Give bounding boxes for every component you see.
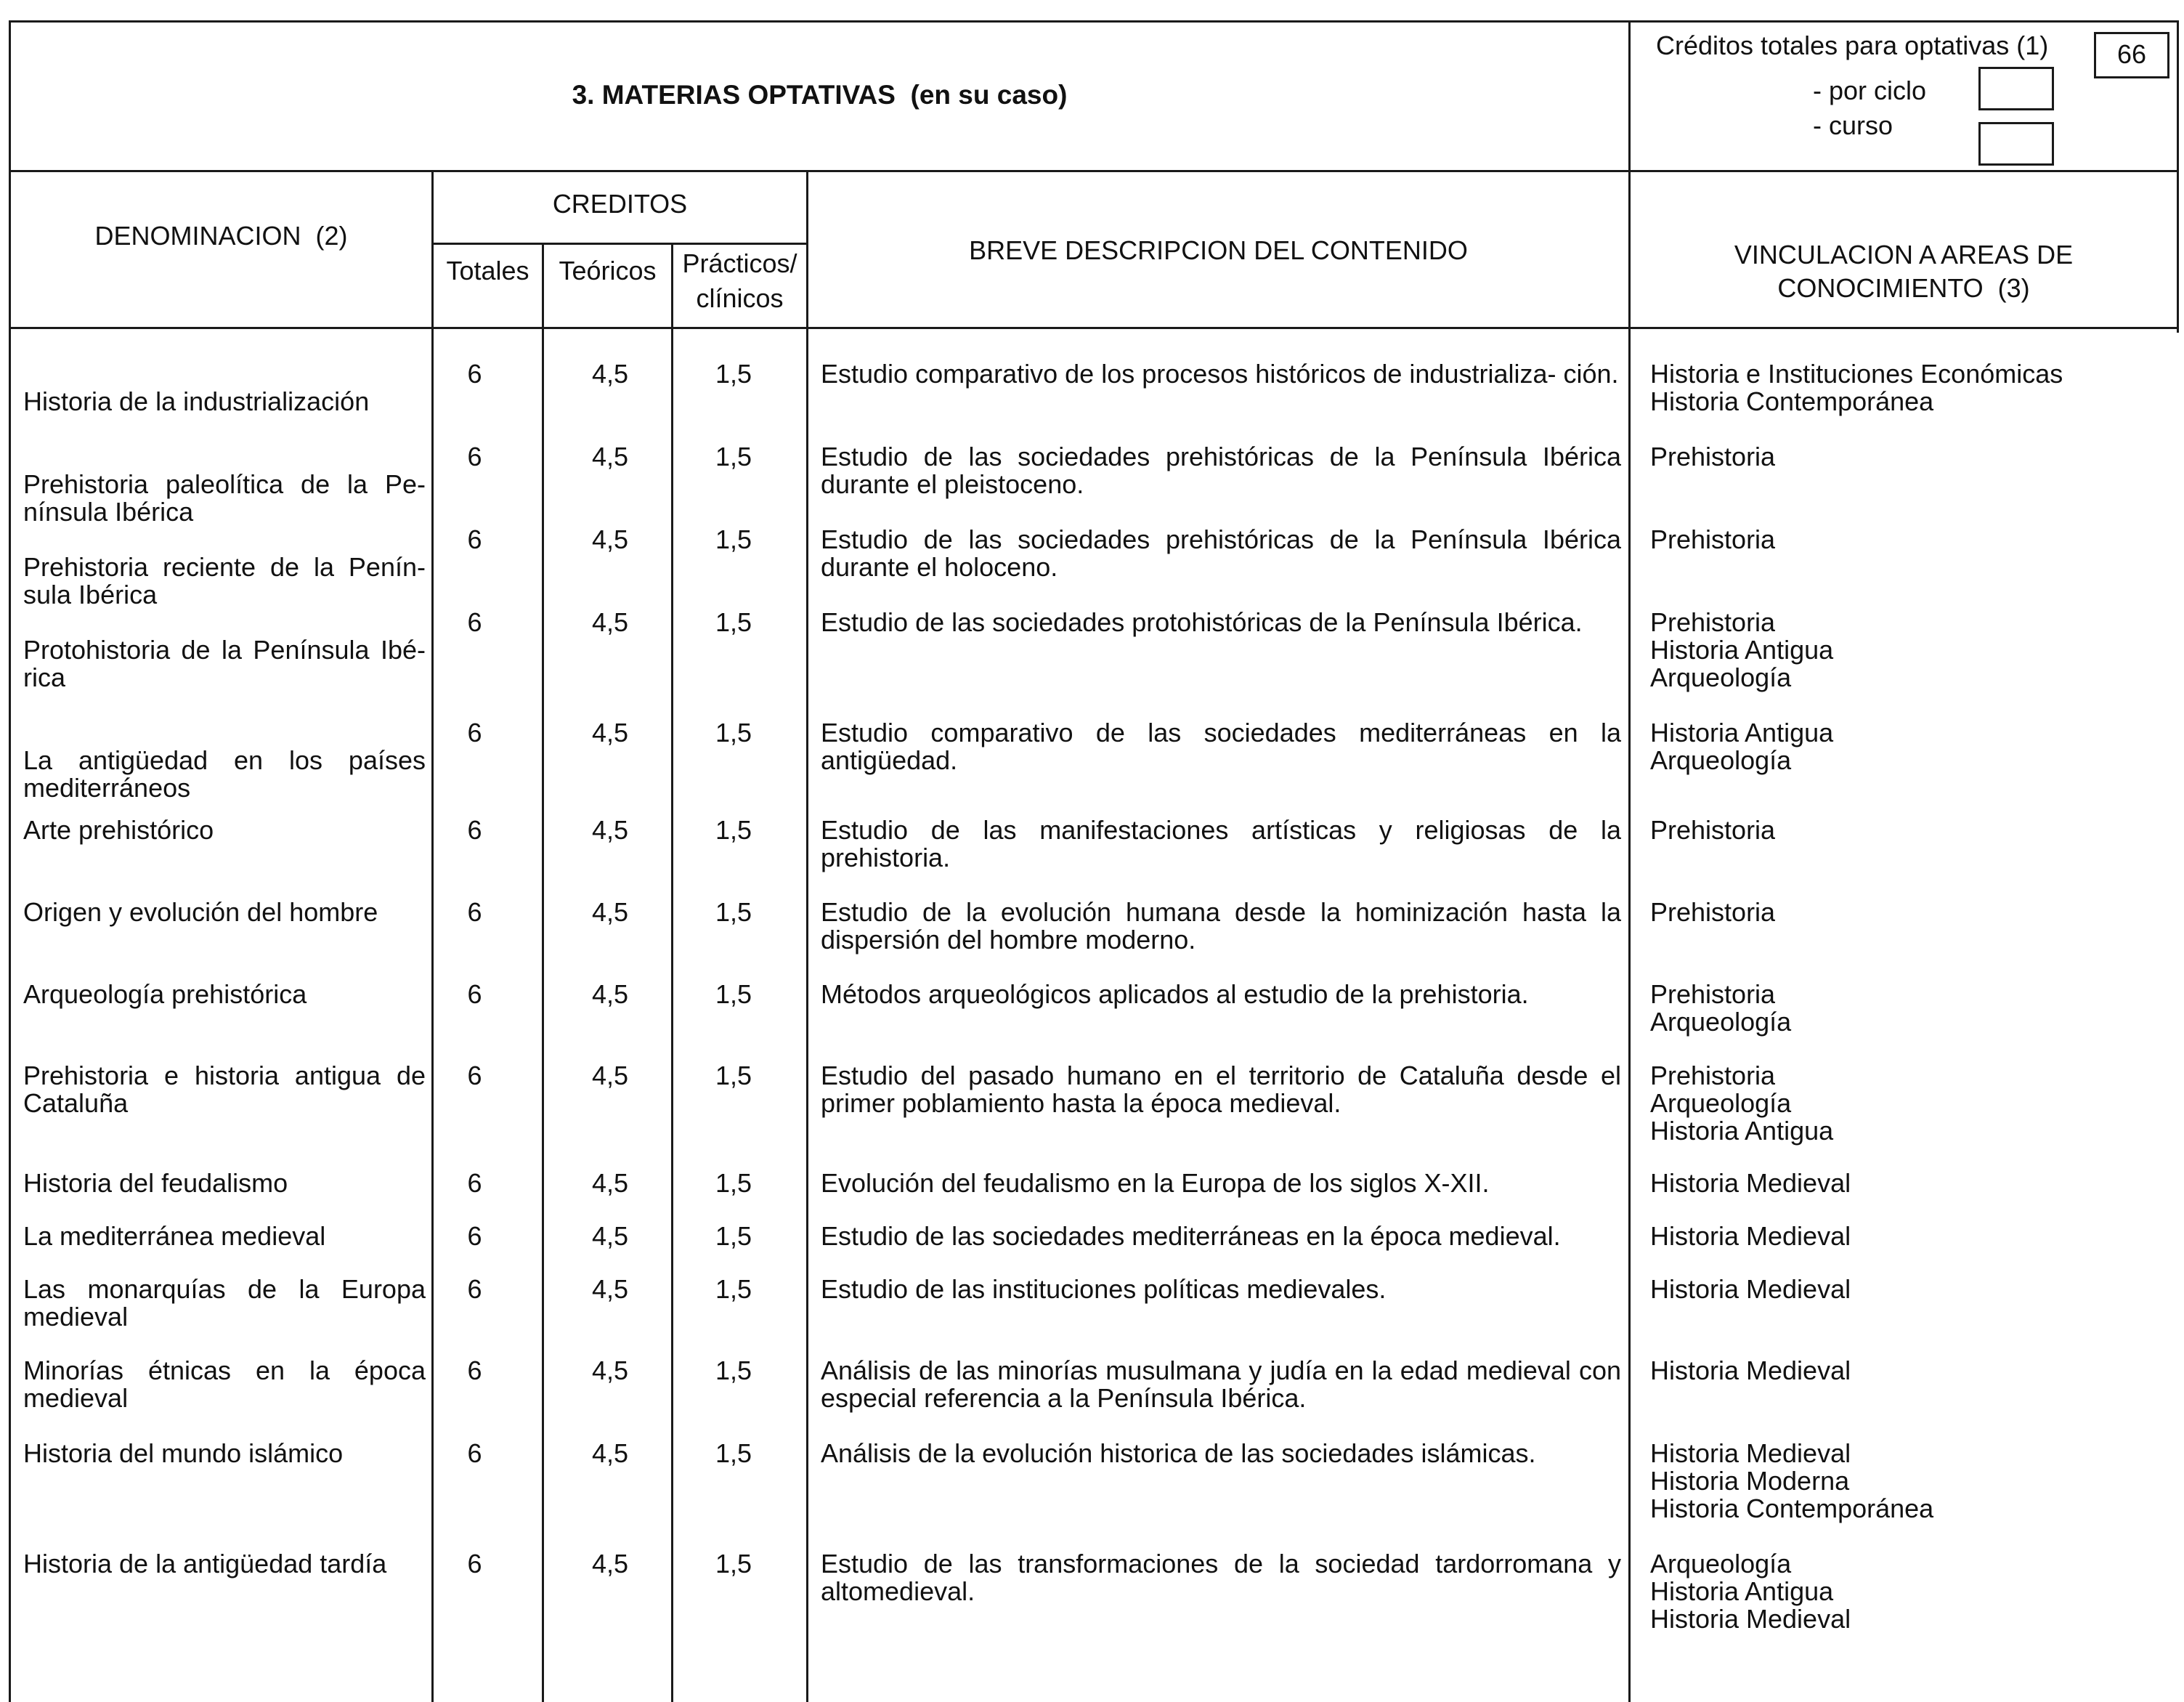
knowledge-area: Prehistoria (1650, 524, 1776, 554)
knowledge-area: Historia Contemporánea (1650, 386, 1934, 416)
credits-practicos: 1,5 (715, 1438, 752, 1468)
credits-teoricos: 4,5 (591, 815, 629, 845)
course-description: Estudio del pasado humano en el territorio de Cataluña desde el primer poblamiento hasta la época medieval. (821, 1061, 1621, 1118)
header-vinculacion-2: CONOCIMIENTO (3) (1777, 273, 2030, 303)
curso-box (1978, 122, 2054, 166)
course-description: Estudio de las sociedades prehistóricas de la Península Ibérica durante el holoceno. (821, 524, 1621, 582)
knowledge-area: Historia Medieval (1650, 1168, 1851, 1198)
course-name: Historia de la industrialización (23, 386, 370, 416)
header-teoricos: Teóricos (559, 256, 657, 285)
credits-practicos: 1,5 (715, 1355, 752, 1385)
course-name: Historia del mundo islámico (23, 1438, 344, 1468)
course-description: Estudio comparativo de los procesos históricos de industrializa- ción. (821, 359, 1619, 389)
por-ciclo-box (1978, 67, 2054, 110)
credits-practicos: 1,5 (715, 359, 752, 389)
course-name: La antigüedad en los países mediterráneos (23, 745, 426, 803)
header-denominacion: DENOMINACION (2) (94, 221, 348, 251)
credits-totales: 6 (467, 442, 482, 471)
knowledge-area: Historia Medieval (1650, 1438, 1851, 1468)
right-border (2177, 20, 2179, 333)
knowledge-area: Prehistoria (1650, 607, 1776, 637)
credits-teoricos: 4,5 (591, 1438, 629, 1468)
course-name: Prehistoria e historia antigua de Cataluña (23, 1061, 426, 1118)
course-description: Estudio comparativo de las sociedades mediterráneas en la antigüedad. (821, 718, 1621, 775)
knowledge-area: Historia Contemporánea (1650, 1494, 1934, 1523)
knowledge-area: Prehistoria (1650, 897, 1776, 927)
course-description: Estudio de las sociedades prehistóricas de la Península Ibérica durante el pleistoceno. (821, 442, 1621, 499)
course-description: Estudio de las manifestaciones artísticas y religiosas de la prehistoria. (821, 815, 1621, 872)
col-divider-practicos (806, 170, 808, 1702)
credits-total-value: 66 (2116, 39, 2147, 69)
credits-practicos: 1,5 (715, 524, 752, 554)
credits-teoricos: 4,5 (591, 979, 629, 1009)
credits-teoricos: 4,5 (591, 897, 629, 927)
course-name: Prehistoria paleolítica de la Pe- nínsula Ibérica (23, 469, 426, 527)
credits-teoricos: 4,5 (591, 607, 629, 637)
credits-practicos: 1,5 (715, 1221, 752, 1251)
credits-totales: 6 (467, 1168, 482, 1198)
column-header-bottom-border (9, 327, 2179, 329)
course-name: Arte prehistórico (23, 815, 214, 845)
credits-practicos: 1,5 (715, 1274, 752, 1304)
knowledge-area: Historia Medieval (1650, 1221, 1851, 1251)
credits-total-label: Créditos totales para optativas (1) (1656, 31, 2049, 60)
credits-teoricos: 4,5 (591, 359, 629, 389)
top-border (9, 20, 2179, 23)
knowledge-area: Prehistoria (1650, 815, 1776, 845)
creditos-subheader-line (431, 243, 806, 245)
credits-teoricos: 4,5 (591, 1221, 629, 1251)
credits-totales: 6 (467, 1061, 482, 1090)
course-name: Arqueología prehistórica (23, 979, 307, 1009)
knowledge-area: Arqueología (1650, 745, 1792, 775)
course-description: Estudio de las sociedades mediterráneas en la época medieval. (821, 1221, 1561, 1251)
credits-totales: 6 (467, 607, 482, 637)
credits-teoricos: 4,5 (591, 1549, 629, 1579)
course-name: Historia de la antigüedad tardía (23, 1549, 387, 1579)
knowledge-area: Historia Medieval (1650, 1355, 1851, 1385)
knowledge-area: Prehistoria (1650, 442, 1776, 471)
course-name: Protohistoria de la Península Ibé- rica (23, 635, 426, 692)
credits-practicos: 1,5 (715, 1549, 752, 1579)
credits-totales: 6 (467, 1355, 482, 1385)
knowledge-area: Arqueología (1650, 662, 1792, 692)
credits-totales: 6 (467, 897, 482, 927)
credits-practicos: 1,5 (715, 1168, 752, 1198)
knowledge-area: Historia Medieval (1650, 1604, 1851, 1634)
header-creditos: CREDITOS (552, 189, 688, 219)
header-practicos-1: Prácticos/ (682, 248, 797, 278)
header-practicos-2: clínicos (696, 283, 784, 313)
credits-totales: 6 (467, 1221, 482, 1251)
knowledge-area: Historia Moderna (1650, 1466, 1850, 1496)
credits-teoricos: 4,5 (591, 718, 629, 747)
section-title: 3. MATERIAS OPTATIVAS (en su caso) (572, 80, 1068, 110)
knowledge-area: Historia Antigua (1650, 635, 1834, 665)
credits-practicos: 1,5 (715, 607, 752, 637)
credits-totales: 6 (467, 1438, 482, 1468)
course-description: Análisis de las minorías musulmana y judía en la edad medieval con especial referencia a la Península Ibérica. (821, 1355, 1621, 1413)
header-vinculacion-1: VINCULACION A AREAS DE (1734, 240, 2074, 270)
course-description: Estudio de la evolución humana desde la hominización hasta la dispersión del hombre moderno. (821, 897, 1621, 955)
credits-totales: 6 (467, 1274, 482, 1304)
course-name: Origen y evolución del hombre (23, 897, 378, 927)
credits-practicos: 1,5 (715, 1061, 752, 1090)
course-name: Historia del feudalismo (23, 1168, 288, 1198)
knowledge-area: Historia Medieval (1650, 1274, 1851, 1304)
knowledge-area: Arqueología (1650, 1549, 1792, 1579)
knowledge-area: Historia Antigua (1650, 1576, 1834, 1606)
credits-totales: 6 (467, 815, 482, 845)
knowledge-area: Historia Antigua (1650, 718, 1834, 747)
credits-practicos: 1,5 (715, 897, 752, 927)
credits-teoricos: 4,5 (591, 442, 629, 471)
credits-teoricos: 4,5 (591, 1274, 629, 1304)
knowledge-area: Arqueología (1650, 1007, 1792, 1037)
credits-teoricos: 4,5 (591, 1168, 629, 1198)
col-divider-descripcion (1628, 20, 1631, 1702)
header-bottom-border (9, 170, 2179, 172)
col-divider-teoricos (671, 243, 673, 1702)
course-description: Evolución del feudalismo en la Europa de los siglos X-XII. (821, 1168, 1490, 1198)
credits-teoricos: 4,5 (591, 1061, 629, 1090)
course-name: Prehistoria reciente de la Penín- sula Ibérica (23, 552, 426, 609)
course-description: Métodos arqueológicos aplicados al estudio de la prehistoria. (821, 979, 1529, 1009)
knowledge-area: Prehistoria (1650, 1061, 1776, 1090)
credits-totales: 6 (467, 359, 482, 389)
course-description: Estudio de las instituciones políticas medievales. (821, 1274, 1387, 1304)
knowledge-area: Historia Antigua (1650, 1116, 1834, 1146)
credits-practicos: 1,5 (715, 815, 752, 845)
course-name: Minorías étnicas en la época medieval (23, 1355, 426, 1413)
header-descripcion: BREVE DESCRIPCION DEL CONTENIDO (969, 235, 1468, 265)
credits-totales: 6 (467, 524, 482, 554)
knowledge-area: Prehistoria (1650, 979, 1776, 1009)
credits-practicos: 1,5 (715, 979, 752, 1009)
course-description: Estudio de las sociedades protohistóricas de la Península Ibérica. (821, 607, 1583, 637)
credits-teoricos: 4,5 (591, 524, 629, 554)
credits-teoricos: 4,5 (591, 1355, 629, 1385)
left-border (9, 20, 11, 1702)
header-totales: Totales (446, 256, 529, 285)
knowledge-area: Arqueología (1650, 1088, 1792, 1118)
col-divider-name (431, 170, 434, 1702)
curso-label: - curso (1813, 110, 1893, 140)
col-divider-totales (542, 243, 544, 1702)
course-name: La mediterránea medieval (23, 1221, 326, 1251)
por-ciclo-label: - por ciclo (1813, 76, 1927, 105)
course-description: Estudio de las transformaciones de la sociedad tardorromana y altomedieval. (821, 1549, 1621, 1606)
course-description: Análisis de la evolución historica de las sociedades islámicas. (821, 1438, 1536, 1468)
credits-totales: 6 (467, 979, 482, 1009)
credits-totales: 6 (467, 1549, 482, 1579)
credits-practicos: 1,5 (715, 442, 752, 471)
credits-practicos: 1,5 (715, 718, 752, 747)
course-name: Las monarquías de la Europa medieval (23, 1274, 426, 1332)
credits-totales: 6 (467, 718, 482, 747)
knowledge-area: Historia e Instituciones Económicas (1650, 359, 2063, 389)
